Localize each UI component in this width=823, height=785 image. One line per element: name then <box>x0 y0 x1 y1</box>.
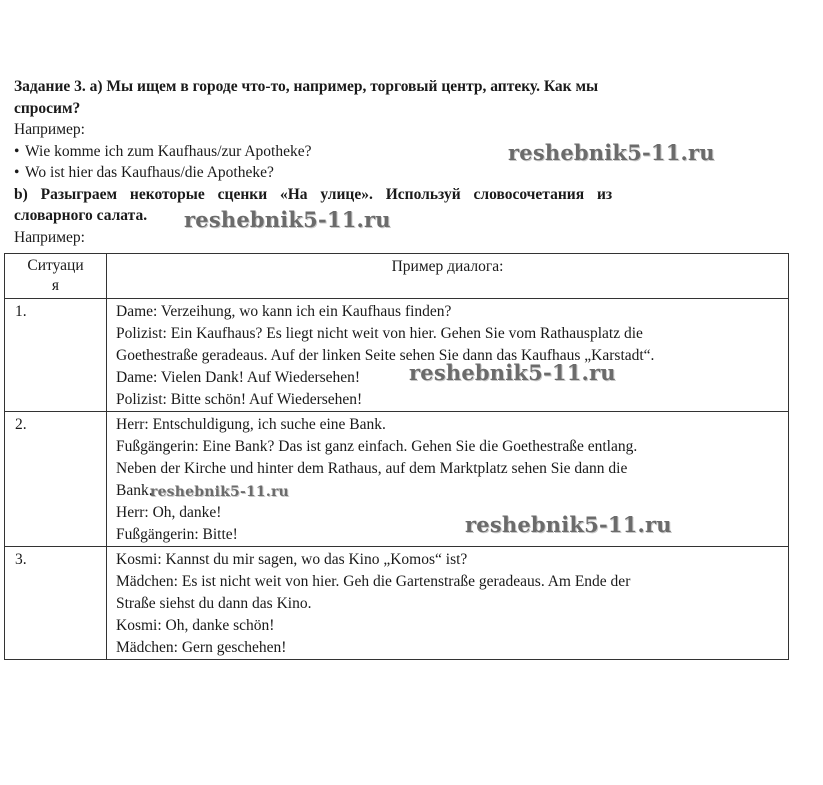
dialog-line: Herr: Entschuldigung, ich suche eine Bank. <box>116 416 386 433</box>
dialog-cell <box>107 547 789 660</box>
table-row <box>5 299 789 412</box>
dialog-cell <box>107 412 789 547</box>
watermark: reshebnik5-11.ru <box>508 140 715 165</box>
dialog-line: Dame: Verzeihung, wo kann ich ein Kaufhaus finden? <box>116 303 452 320</box>
watermark: reshebnik5-11.ru <box>150 484 289 500</box>
dialog-line: Herr: Oh, danke! <box>116 504 222 521</box>
dialog-line: Mädchen: Gern geschehen! <box>116 639 287 656</box>
dialog-line: Polizist: Ein Kaufhaus? Es liegt nicht weit von hier. Gehen Sie vom Rathausplatz die <box>116 325 643 342</box>
header-situation <box>5 254 107 299</box>
task-b-line1: b) Разыграем некоторые сценки «На улице». Используй словосочетания из <box>14 185 613 203</box>
row-number: 2. <box>5 412 107 547</box>
dialog-line: Fußgängerin: Bitte! <box>116 526 238 543</box>
dialog-table <box>4 253 789 660</box>
watermark: reshebnik5-11.ru <box>409 360 616 385</box>
bullet-text: Wie komme ich zum Kaufhaus/zur Apotheke? <box>25 142 312 160</box>
bullet-icon: • <box>14 142 20 160</box>
row-number: 1. <box>5 299 107 412</box>
table-header-row <box>5 254 789 299</box>
dialog-line: Dame: Vielen Dank! Auf Wiedersehen! <box>116 369 361 386</box>
row-number: 3. <box>5 547 107 660</box>
watermark: reshebnik5-11.ru <box>465 512 672 537</box>
header-dialog: Пример диалога: <box>107 254 789 299</box>
dialog-cell <box>107 299 789 412</box>
dialog-line: Mädchen: Es ist nicht weit von hier. Geh die Gartenstraße geradeaus. Am Ende der <box>116 573 631 590</box>
task-b-line2: словарного салата. <box>14 207 148 224</box>
task-heading-line2: спросим? <box>14 99 81 117</box>
example-label-2: Например: <box>14 228 85 246</box>
dialog-line: Kosmi: Oh, danke schön! <box>116 617 275 634</box>
task-heading-line1: Задание 3. а) Мы ищем в городе что-то, например, торговый центр, аптеку. Как мы <box>14 78 599 95</box>
dialog-line: Bank. <box>116 482 153 499</box>
dialog-line: Fußgängerin: Eine Bank? Das ist ganz einfach. Gehen Sie die Goethestraße entlang. <box>116 438 638 455</box>
dialog-line: Kosmi: Kannst du mir sagen, wo das Kino „Komos“ ist? <box>116 551 468 568</box>
header-situation-line1: Ситуаци <box>27 257 84 274</box>
bullet-text: Wo ist hier das Kaufhaus/die Apotheke? <box>25 164 274 181</box>
header-situation-line2: я <box>51 277 60 294</box>
dialog-line: Goethestraße geradeaus. Auf der linken Seite sehen Sie dann das Kaufhaus „Karstadt“. <box>116 347 655 364</box>
dialog-line: Neben der Kirche und hinter dem Rathaus, auf dem Marktplatz sehen Sie dann die <box>116 460 628 477</box>
watermark: reshebnik5-11.ru <box>184 207 391 232</box>
example-label: Например: <box>14 121 85 138</box>
bullet-icon: • <box>14 164 20 181</box>
bullet-item <box>14 162 762 184</box>
table-row <box>5 547 789 660</box>
dialog-line: Straße siehst du dann das Kino. <box>116 595 312 612</box>
dialog-line: Polizist: Bitte schön! Auf Wiedersehen! <box>116 391 363 408</box>
